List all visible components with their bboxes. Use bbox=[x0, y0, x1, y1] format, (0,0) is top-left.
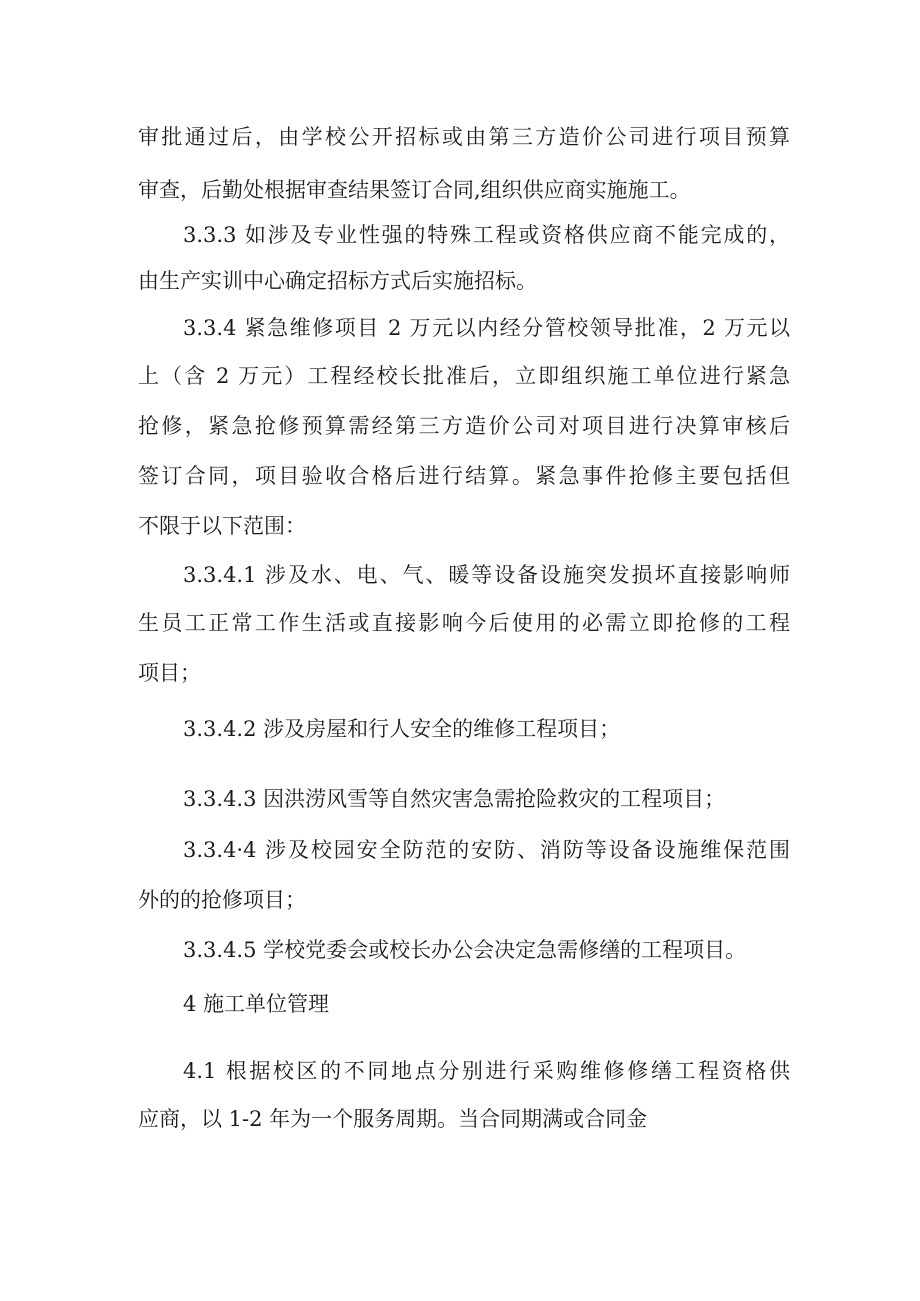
text-line: 审查，后勤处根据审查结果签订合同,组织供应商实施施工。 bbox=[138, 178, 691, 202]
text-line: 外的的抢修项目； bbox=[138, 888, 306, 912]
text-line: 3.3.4.5 学校党委会或校长办公会决定急需修缮的工程项目。 bbox=[183, 938, 747, 962]
text-line: 不限于以下范围： bbox=[138, 514, 306, 538]
text-line: 3.3.4.2 涉及房屋和行人安全的维修工程项目； bbox=[183, 717, 621, 741]
text-line: 应商，以 1-2 年为一个服务周期。当合同期满或合同金 bbox=[138, 1107, 648, 1131]
text-line: 3.3.4 紧急维修项目 2 万元以内经分管校领导批准，2 万元以 bbox=[183, 316, 790, 340]
text-line: 审批通过后，由学校公开招标或由第三方造价公司进行项目预算 bbox=[138, 125, 790, 149]
text-line: 3.3.4·4 涉及校园安全防范的安防、消防等设备设施维保范围 bbox=[183, 838, 790, 862]
section-heading: 4 施工单位管理 bbox=[183, 992, 330, 1016]
text-line: 3.3.3 如涉及专业性强的特殊工程或资格供应商不能完成的， bbox=[183, 223, 790, 247]
text-line: 3.3.4.3 因洪涝风雪等自然灾害急需抢险救灾的工程项目； bbox=[183, 787, 726, 811]
text-line: 项目； bbox=[138, 661, 201, 685]
text-line: 3.3.4.1 涉及水、电、气、暖等设备设施突发损坏直接影响师 bbox=[183, 563, 790, 587]
text-line: 上（含 2 万元）工程经校长批准后，立即组织施工单位进行紧急 bbox=[138, 364, 790, 388]
text-line: 生员工正常工作生活或直接影响今后使用的必需立即抢修的工程 bbox=[138, 611, 790, 635]
text-line: 签订合同，项目验收合格后进行结算。紧急事件抢修主要包括但 bbox=[138, 464, 790, 488]
text-line: 4.1 根据校区的不同地点分别进行采购维修修缮工程资格供 bbox=[183, 1059, 790, 1083]
text-line: 抢修，紧急抢修预算需经第三方造价公司对项目进行决算审核后 bbox=[138, 414, 790, 438]
text-line: 由生产实训中心确定招标方式后实施招标。 bbox=[138, 269, 537, 293]
